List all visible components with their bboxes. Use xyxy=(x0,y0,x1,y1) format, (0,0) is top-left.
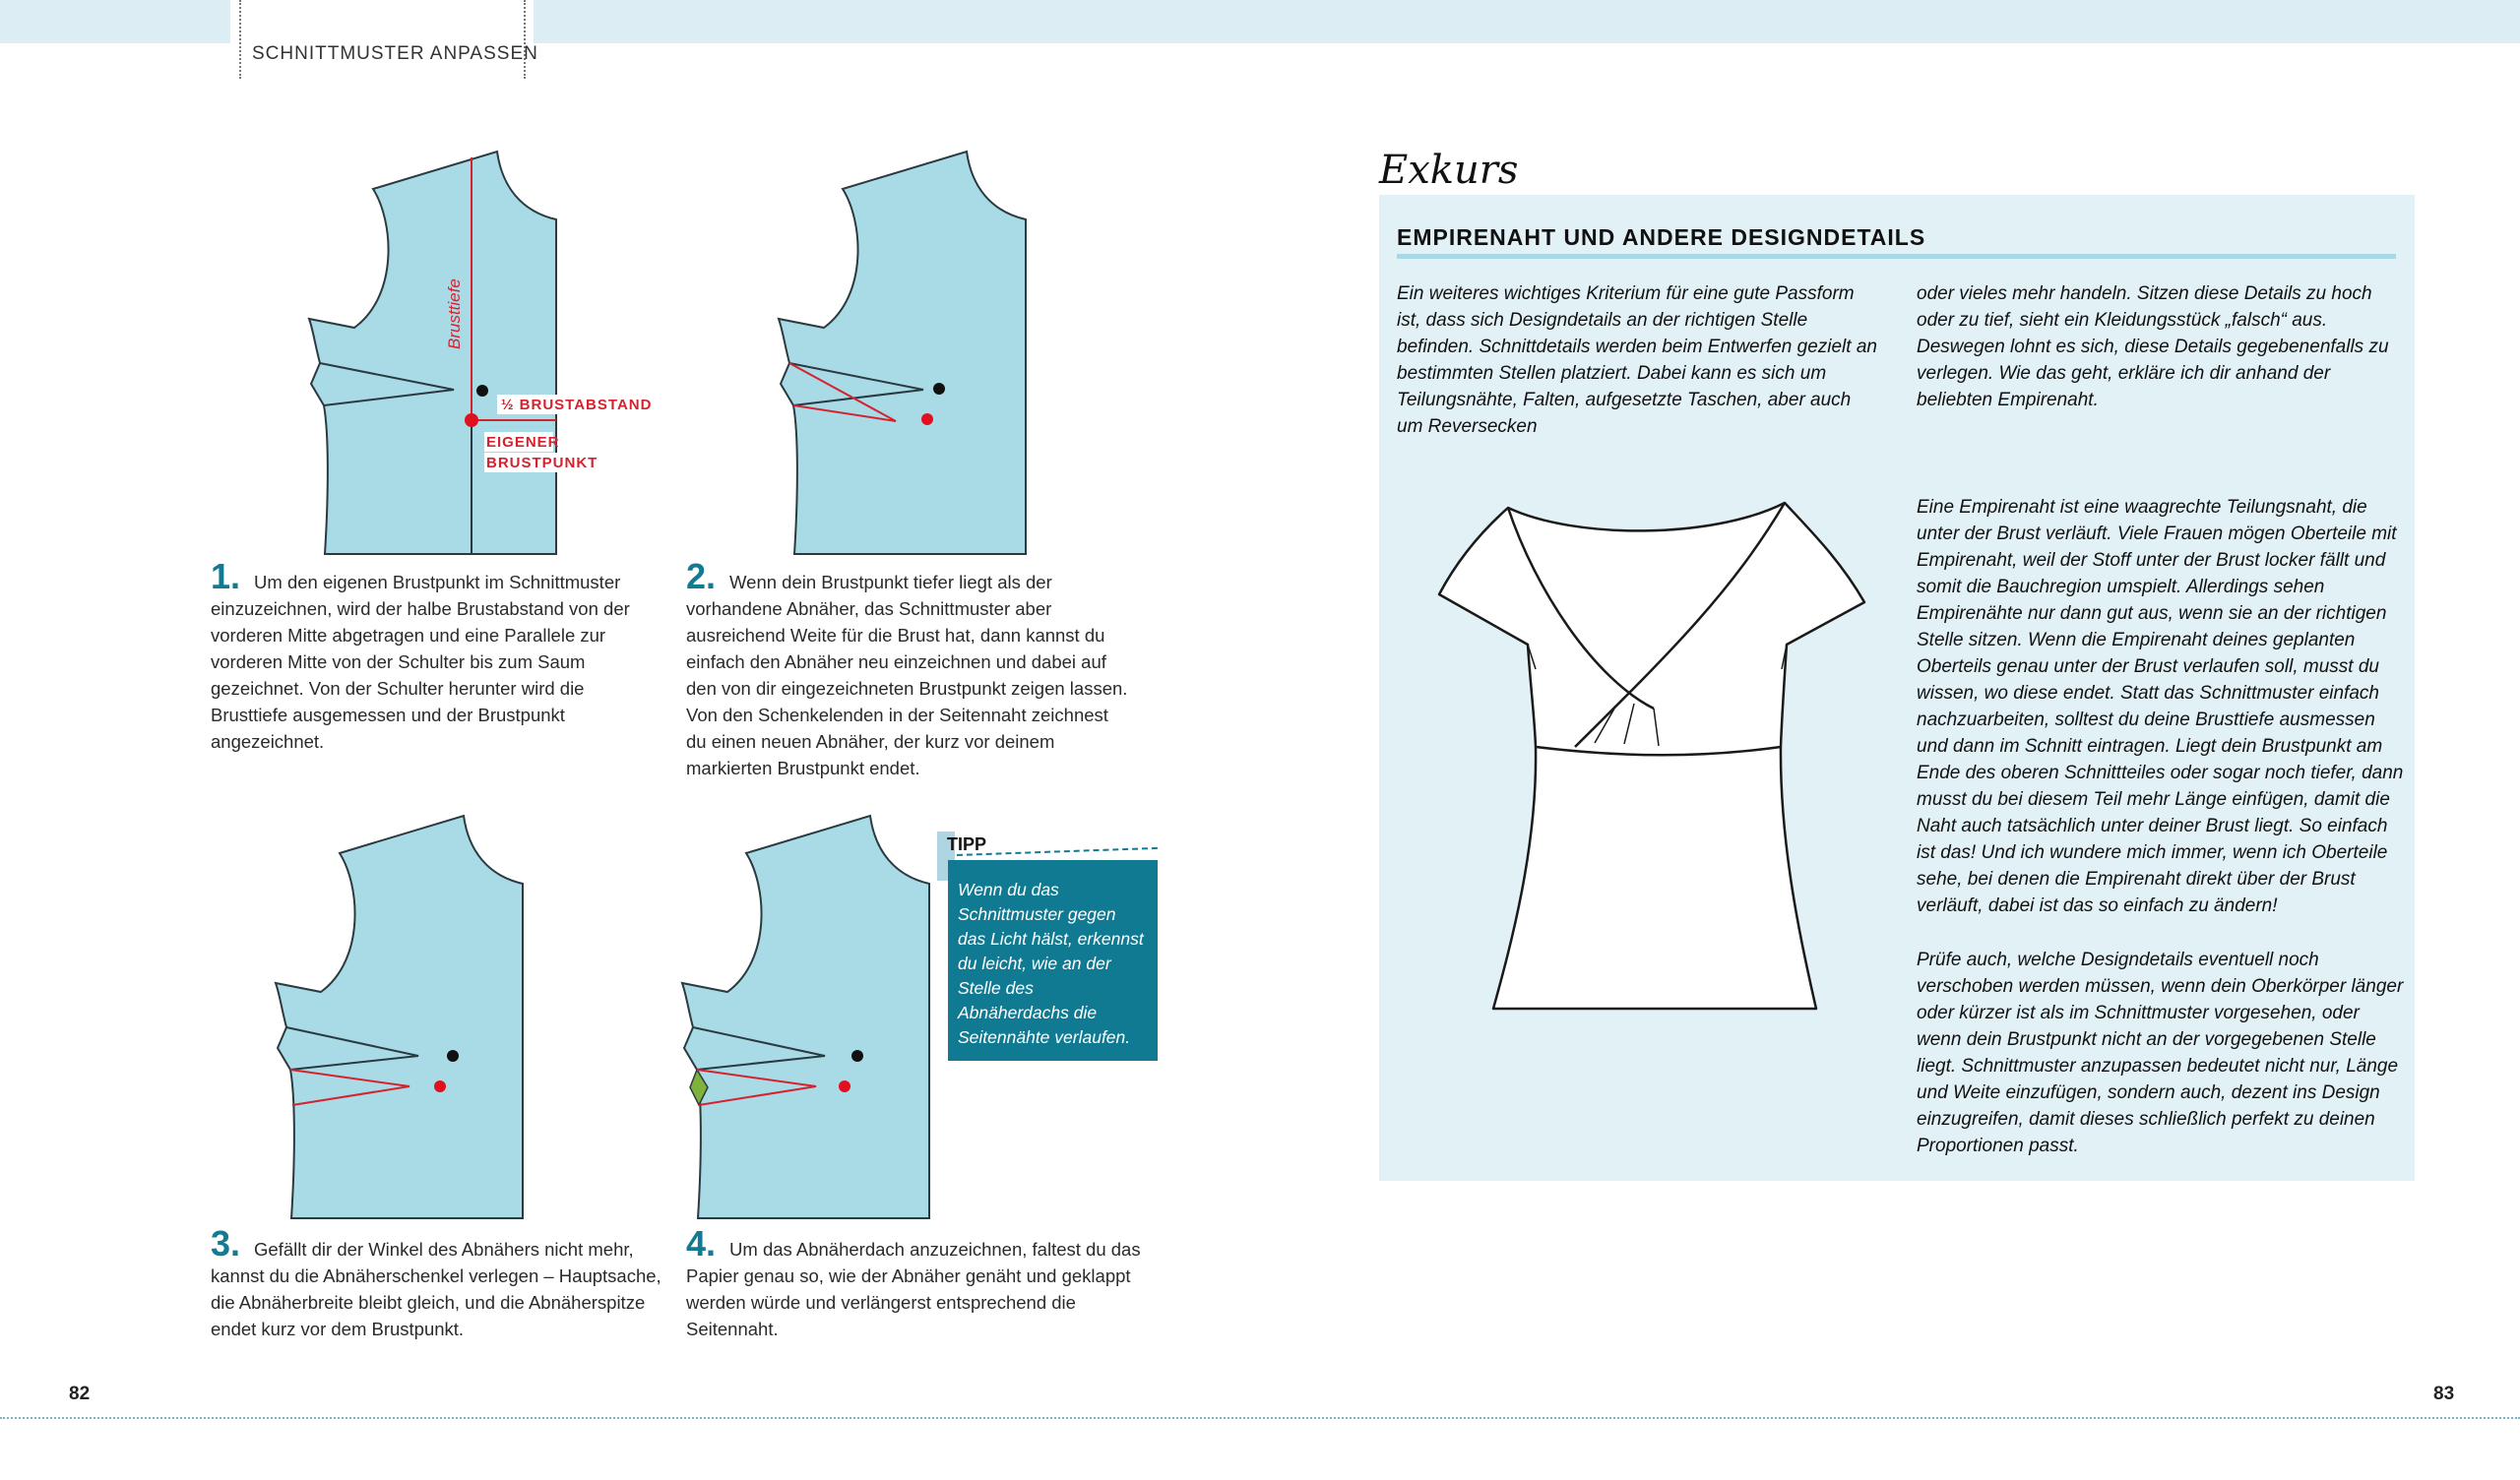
step-text: Gefällt dir der Winkel des Abnähers nicht mehr, kannst du die Abnäherschenkel verlegen – Hauptsache, die Abnäherbreite bleibt gleich, und die Abnäherspitze endet kurz vor dem Brustpunkt. xyxy=(211,1239,662,1339)
tipp-text: Wenn du das Schnittmuster gegen das Licht hälst, erkennst du leicht, wie an der Stelle des Abnäherdachs die Seitennähte verlaufen. xyxy=(958,880,1144,1047)
tipp-label: TIPP xyxy=(947,834,987,854)
step-number: 4. xyxy=(686,1223,717,1264)
step-number: 2. xyxy=(686,556,717,596)
step-number: 3. xyxy=(211,1223,241,1264)
label-brustpunkt: BRUSTPUNKT xyxy=(486,455,598,471)
running-head: SCHNITTMUSTER ANPASSEN xyxy=(252,43,538,64)
step-number: 1. xyxy=(211,556,241,596)
label-brustabstand: ½ BRUSTABSTAND xyxy=(501,397,653,413)
step-text: Um das Abnäherdach anzuzeichnen, faltest du das Papier genau so, wie der Abnäher genäht und geklappt werden würde und verlängerst entsprechend die Seitennaht. xyxy=(686,1239,1141,1339)
intro-left: Ein weiteres wichtiges Kriterium für eine gute Passform ist, dass sich Designdetails an der richtigen Stelle befinden. Schnittdetails werden beim Entwerfen gezielt an bestimmten Stellen platziert. Dabei kann es sich um Teilungsnähte, Falten, aufgesetzte Taschen, aber auch um Reversecken xyxy=(1397,283,1877,437)
step-text: Um den eigenen Brustpunkt im Schnittmuster einzuzeichnen, wird der halbe Brustabstand von der vorderen Mitte abgetragen und eine Parallele zur vorderen Mitte von der Schulter bis zum Saum gezeichnet. Von der Schulter herunter wird die Brusttiefe ausgemessen und der Brustpunkt angezeichnet. xyxy=(211,572,630,752)
footer-rule xyxy=(0,1417,2520,1419)
exkurs-label: Exkurs xyxy=(1379,148,1519,193)
intro-right: oder vieles mehr handeln. Sitzen diese Details zu hoch oder zu tief, sieht ein Kleidungsstück „falsch“ aus. Deswegen lohnt es sich, diese Details gegebenenfalls zu verlegen. Wie das geht, erkläre ich dir anhand der beliebten Empirenaht. xyxy=(1917,283,2389,410)
label-eigener: EIGENER xyxy=(486,434,560,451)
page-number-right: 83 xyxy=(2433,1384,2455,1404)
step-text: Wenn dein Brustpunkt tiefer liegt als der vorhandene Abnäher, das Schnittmuster aber ausreichend Weite für die Brust hat, dann kannst du einfach den Abnäher neu einzeichnen und dabei auf den von dir eingezeichneten Brustpunkt zeigen lassen. Von den Schenkelenden in der Seitennaht zeichnest du einen neuen Abnäher, der kurz vor deinem markierten Brustpunkt endet. xyxy=(686,572,1128,778)
label-brusttiefe: Brusttiefe xyxy=(445,278,464,349)
page-number-left: 82 xyxy=(69,1384,91,1404)
exkurs-heading: EMPIRENAHT UND ANDERE DESIGNDETAILS xyxy=(1397,224,1926,250)
exkurs-paragraph-2: Prüfe auch, welche Designdetails eventuell noch verschoben werden müssen, wenn dein Oberkörper länger oder kürzer ist als im Schnittmuster vorgesehen, oder wenn dein Brustpunkt nicht an der vorgegebenen Stelle liegt. Schnittmuster anzupassen bedeutet nicht nur, Länge und Weite einzufügen, sondern auch, dezent ins Design einzugreifen, damit dieses schließlich perfekt zu deinen Proportionen passt. xyxy=(1917,950,2404,1156)
exkurs-paragraph-1: Eine Empirenaht ist eine waagrechte Teilungsnaht, die unter der Brust verläuft. Viele Frauen mögen Oberteile mit Empirenaht, weil der Stoff unter der Brust locker fällt und somit die Bauchregion umspielt. Allerdings sehen Empirenähte nur dann gut aus, wenn sie an der richtigen Stelle sitzen. Wenn die Empirenaht deines geplanten Oberteils genau unter der Brust verlaufen soll, musst du wissen, wo diese endet. Statt das Schnittmuster einfach nachzuarbeiten, solltest du deine Brusttiefe ausmessen und dann im Schnitt eintragen. Liegt dein Brustpunkt am Ende des oberen Schnittteiles oder sogar noch tiefer, dann musst du bei diesem Teil mehr Länge einfügen, damit die Naht auch tatsächlich unter deiner Brust liegt. So einfach ist das! Und ich wundere mich immer, wenn ich Oberteile sehe, bei denen die Empirenaht direkt über der Brust verläuft, dabei ist das so einfach zu ändern! xyxy=(1917,497,2404,916)
